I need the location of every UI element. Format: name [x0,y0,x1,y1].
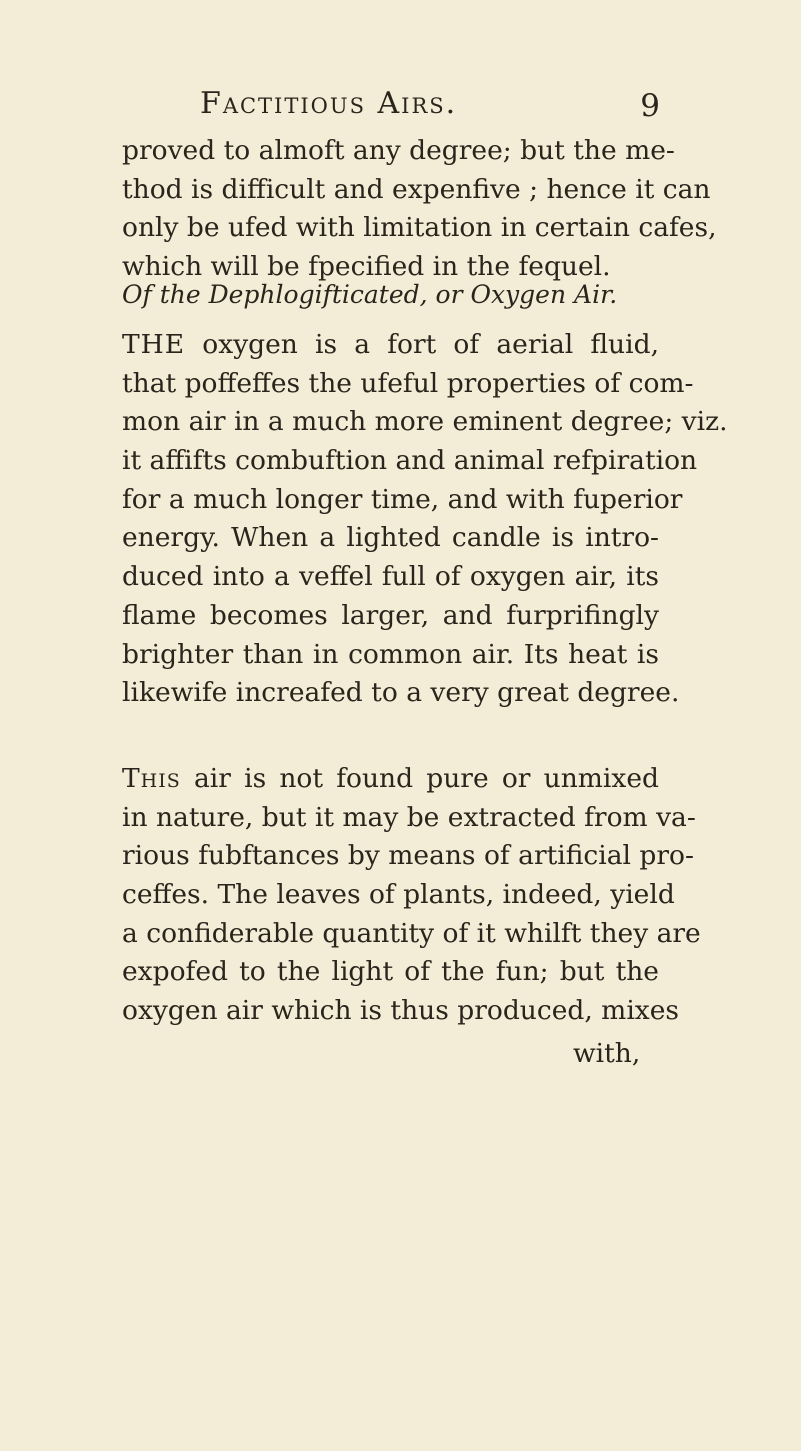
text-line: proved to almoft any degree; but the me- [122,135,675,166]
text-line: expofed to the light of the fun; but the [122,956,659,988]
text-line: rious fubftances by means of artificial pro- [122,840,694,872]
text-line: ceffes. The leaves of plants, indeed, yield [122,879,675,911]
text-line: a confiderable quantity of it whilft they are [122,917,701,949]
text-line [122,760,659,799]
text-line: that poffeffes the ufeful properties of com- [122,367,694,399]
text-line [122,326,659,365]
paragraph-oxygen-sources [122,760,701,1031]
text-line: likewife increafed to a very great degree. [122,677,680,709]
catchword: with, [573,1038,641,1069]
text-line: oxygen air which is thus produced, mixes [122,995,680,1027]
paragraph-continuation [122,132,717,287]
text-line: in nature, but it may be extracted from va- [122,801,696,833]
text-line: it affifts combuftion and animal refpiration [122,445,698,477]
text-line: mon air in a much more eminent degree; viz. [122,406,728,438]
text-line: brighter than in common air. Its heat is [122,638,659,670]
text-line: duced into a veffel full of oxygen air, its [122,561,659,593]
text-line: energy. When a lighted candle is intro- [122,522,659,554]
drop-word: This [122,763,181,794]
text-fragment: oxygen is a fort of aerial fluid, [185,329,659,360]
text-line: only be ufed with limitation in certain cafes, [122,212,717,244]
section-heading: Of the Dephlogifticated, or Oxygen Air. [122,280,618,309]
paragraph-oxygen-description [122,326,728,713]
text-line: flame becomes larger, and furprifingly [122,599,659,631]
text-line: which will be fpecified in the fequel. [122,251,611,283]
text-fragment: air is not found pure or unmixed [180,763,659,794]
text-line: for a much longer time, and with fuperior [122,483,683,515]
page-header [200,86,660,126]
running-title: Factitious Airs. [200,86,458,121]
page-number: 9 [640,88,660,124]
drop-word: THE [122,329,186,360]
text-line: thod is difficult and expenfive ; hence it can [122,173,711,205]
